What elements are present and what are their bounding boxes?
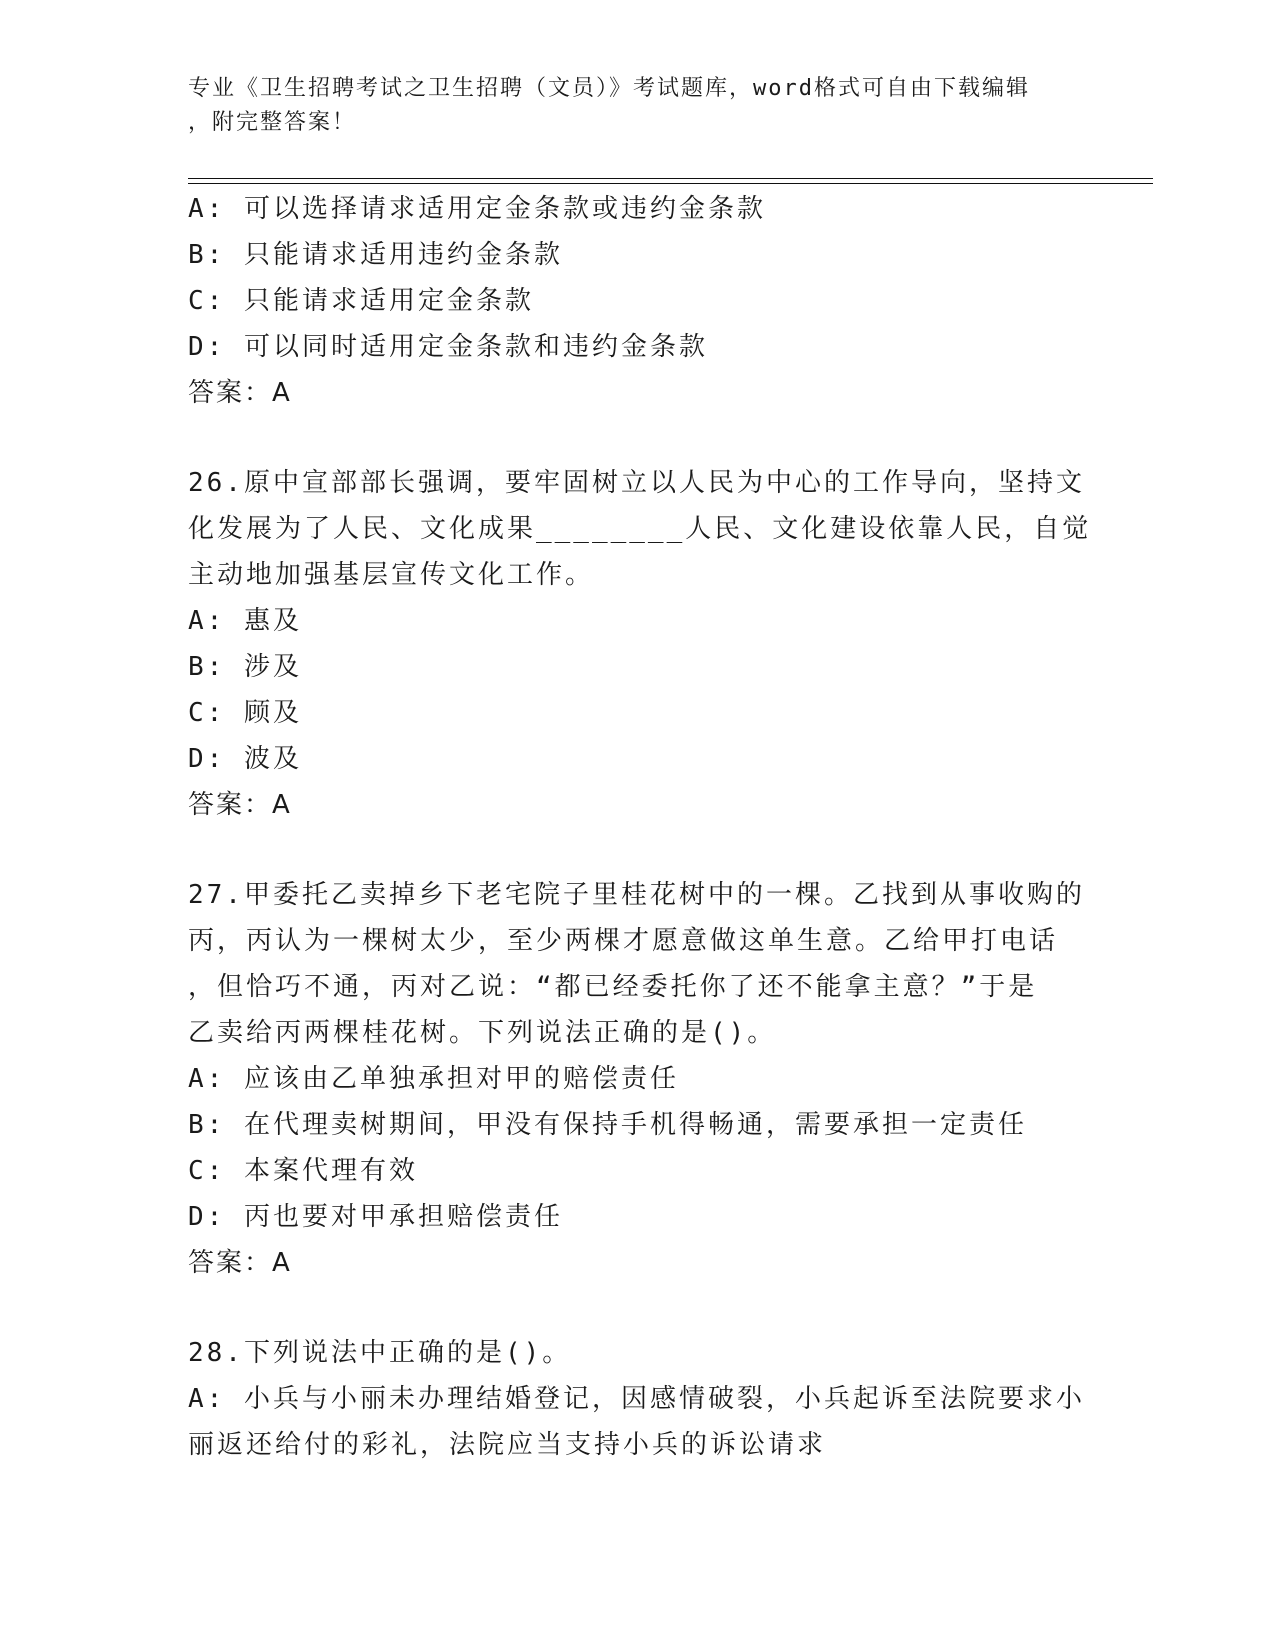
option-d: D: 可以同时适用定金条款和违约金条款 xyxy=(188,332,708,362)
question-stem-line: 化发展为了人民、文化成果________人民、文化建设依靠人民，自觉 xyxy=(188,514,1092,544)
header-line-1: 专业《卫生招聘考试之卫生招聘（文员）》考试题库，word格式可自由下载编辑 xyxy=(188,76,1030,101)
answer-line: 答案：A xyxy=(188,790,292,820)
answer-line: 答案：A xyxy=(188,378,292,408)
header-divider-top xyxy=(188,178,1153,179)
question-stem-line: 27.甲委托乙卖掉乡下老宅院子里桂花树中的一棵。乙找到从事收购的 xyxy=(188,880,1085,910)
document-header xyxy=(188,72,1068,140)
header-divider-bottom xyxy=(188,183,1153,184)
question-stem-line: 28.下列说法中正确的是()。 xyxy=(188,1338,572,1368)
question-stem-line: 丙，丙认为一棵树太少，至少两棵才愿意做这单生意。乙给甲打电话 xyxy=(188,926,1059,956)
option-b: B: 只能请求适用违约金条款 xyxy=(188,240,563,270)
option-c: C: 顾及 xyxy=(188,698,302,728)
question-stem-line: ，但恰巧不通，丙对乙说：“都已经委托你了还不能拿主意？”于是 xyxy=(188,972,1038,1002)
option-a: A: 惠及 xyxy=(188,606,302,636)
option-a: A: 应该由乙单独承担对甲的赔偿责任 xyxy=(188,1064,679,1094)
question-26 xyxy=(188,460,1092,828)
question-stem-line: 主动地加强基层宣传文化工作。 xyxy=(188,560,595,590)
option-c: C: 只能请求适用定金条款 xyxy=(188,286,534,316)
question-stem-line: 26.原中宣部部长强调，要牢固树立以人民为中心的工作导向，坚持文 xyxy=(188,468,1085,498)
option-d: D: 波及 xyxy=(188,744,302,774)
option-d: D: 丙也要对甲承担赔偿责任 xyxy=(188,1202,563,1232)
question-28 xyxy=(188,1330,1088,1468)
question-list xyxy=(188,186,1092,1468)
question-25 xyxy=(188,186,1088,416)
question-27 xyxy=(188,872,1088,1286)
question-stem-line: 乙卖给丙两棵桂花树。下列说法正确的是()。 xyxy=(188,1018,777,1048)
option-a-continued: 丽返还给付的彩礼，法院应当支持小兵的诉讼请求 xyxy=(188,1430,827,1460)
option-a: A: 可以选择请求适用定金条款或违约金条款 xyxy=(188,194,766,224)
option-b: B: 涉及 xyxy=(188,652,302,682)
answer-line: 答案：A xyxy=(188,1248,292,1278)
option-a: A: 小兵与小丽未办理结婚登记，因感情破裂，小兵起诉至法院要求小 xyxy=(188,1384,1085,1414)
header-line-2: ，附完整答案！ xyxy=(188,110,357,135)
option-b: B: 在代理卖树期间，甲没有保持手机得畅通，需要承担一定责任 xyxy=(188,1110,1027,1140)
option-c: C: 本案代理有效 xyxy=(188,1156,418,1186)
